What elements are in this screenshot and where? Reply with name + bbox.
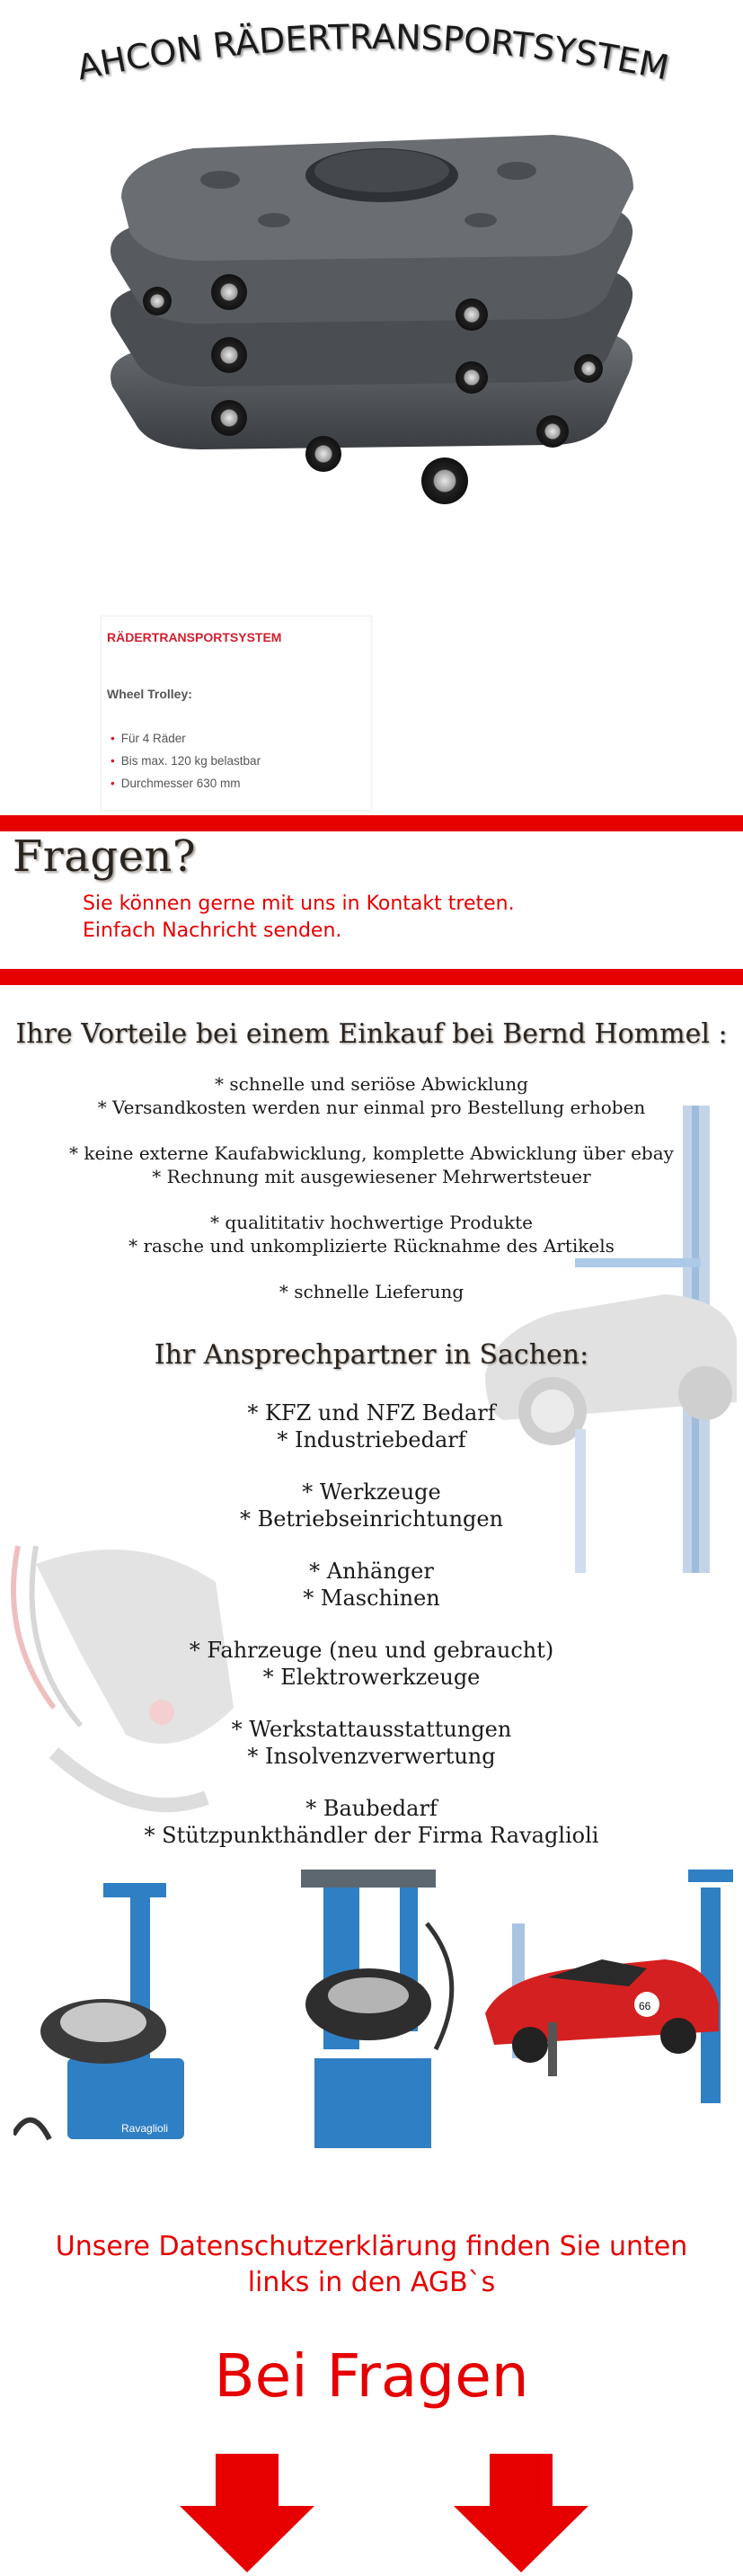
advantages-heading: Ihre Vorteile bei einem Einkauf bei Bernd Hommel : [15,1018,728,1050]
privacy-notice-line-2: links in den AGB`s [247,2267,496,2298]
product-image-wheel-trolley [85,135,660,575]
tire-changer-image-2 [283,1870,476,2157]
feature-item: • Für 4 Räder [107,732,261,754]
questions-heading: Fragen? [13,831,197,882]
product-card-subheading: Wheel Trolley: [107,687,192,701]
product-card-heading: RÄDERTRANSPORTSYSTEM [107,630,282,644]
advantage-item: * schnelle und seriöse Abwicklung [215,1073,528,1095]
product-info-card [101,616,372,811]
service-item: * Maschinen [303,1586,440,1611]
service-item: * KFZ und NFZ Bedarf [247,1400,496,1426]
ravaglioli-brand-label: Ravaglioli [121,2122,169,2135]
contact-text-line-2: Einfach Nachricht senden. [83,919,342,942]
advantage-item: * Versandkosten werden nur einmal pro Bestellung erhoben [97,1097,646,1118]
tire-changer-image-1 [13,1870,238,2157]
service-item: * Insolvenzverwertung [247,1744,496,1769]
contact-person-heading: Ihr Ansprechpartner in Sachen: [154,1339,589,1371]
questions-cta-heading: Bei Fragen [214,2341,529,2411]
service-item: * Werkzeuge [302,1479,441,1505]
arrow-down-icon [454,2454,588,2572]
red-divider-top [0,815,743,831]
page-title [0,16,743,97]
privacy-notice [0,2229,743,2301]
service-item: * Anhänger [309,1559,434,1584]
advantage-item: * qualititativ hochwertige Produkte [210,1212,533,1233]
advantage-item: * rasche und unkomplizierte Rücknahme des Artikels [128,1235,615,1257]
service-item: * Industriebedarf [277,1427,466,1452]
ferrari-car-lift-image [476,1870,737,2157]
advantages-section [0,971,743,1870]
advantage-item: * keine externe Kaufabwicklung, komplette Abwicklung über ebay [69,1142,674,1164]
advantage-item: * schnelle Lieferung [279,1281,464,1302]
service-item: * Elektrowerkzeuge [262,1665,481,1690]
title-text: AHCON RÄDERTRANSPORTSYSTEM [73,16,673,88]
arrow-down-icon [180,2454,314,2572]
service-item: * Stützpunkthändler der Firma Ravaglioli [144,1823,599,1848]
feature-item: • Durchmesser 630 mm [107,777,261,799]
race-number-label: 66 [639,2000,651,2012]
service-item: * Fahrzeuge (neu und gebraucht) [189,1638,554,1663]
service-item: * Werkstattausstattungen [231,1717,512,1742]
feature-list [107,732,261,799]
feature-item: • Bis max. 120 kg belastbar [107,754,261,777]
service-item: * Betriebseinrichtungen [239,1506,504,1532]
contact-text-line-1: Sie können gerne mit uns in Kontakt treten. [83,893,515,915]
svg-text:AHCON RÄDERTRANSPORTSYSTEM [74,17,672,88]
privacy-notice-line-1: Unsere Datenschutzerklärung finden Sie unten [55,2231,688,2262]
advantage-item: * Rechnung mit ausgewiesener Mehrwertsteuer [152,1166,591,1187]
service-item: * Baubedarf [305,1796,438,1821]
